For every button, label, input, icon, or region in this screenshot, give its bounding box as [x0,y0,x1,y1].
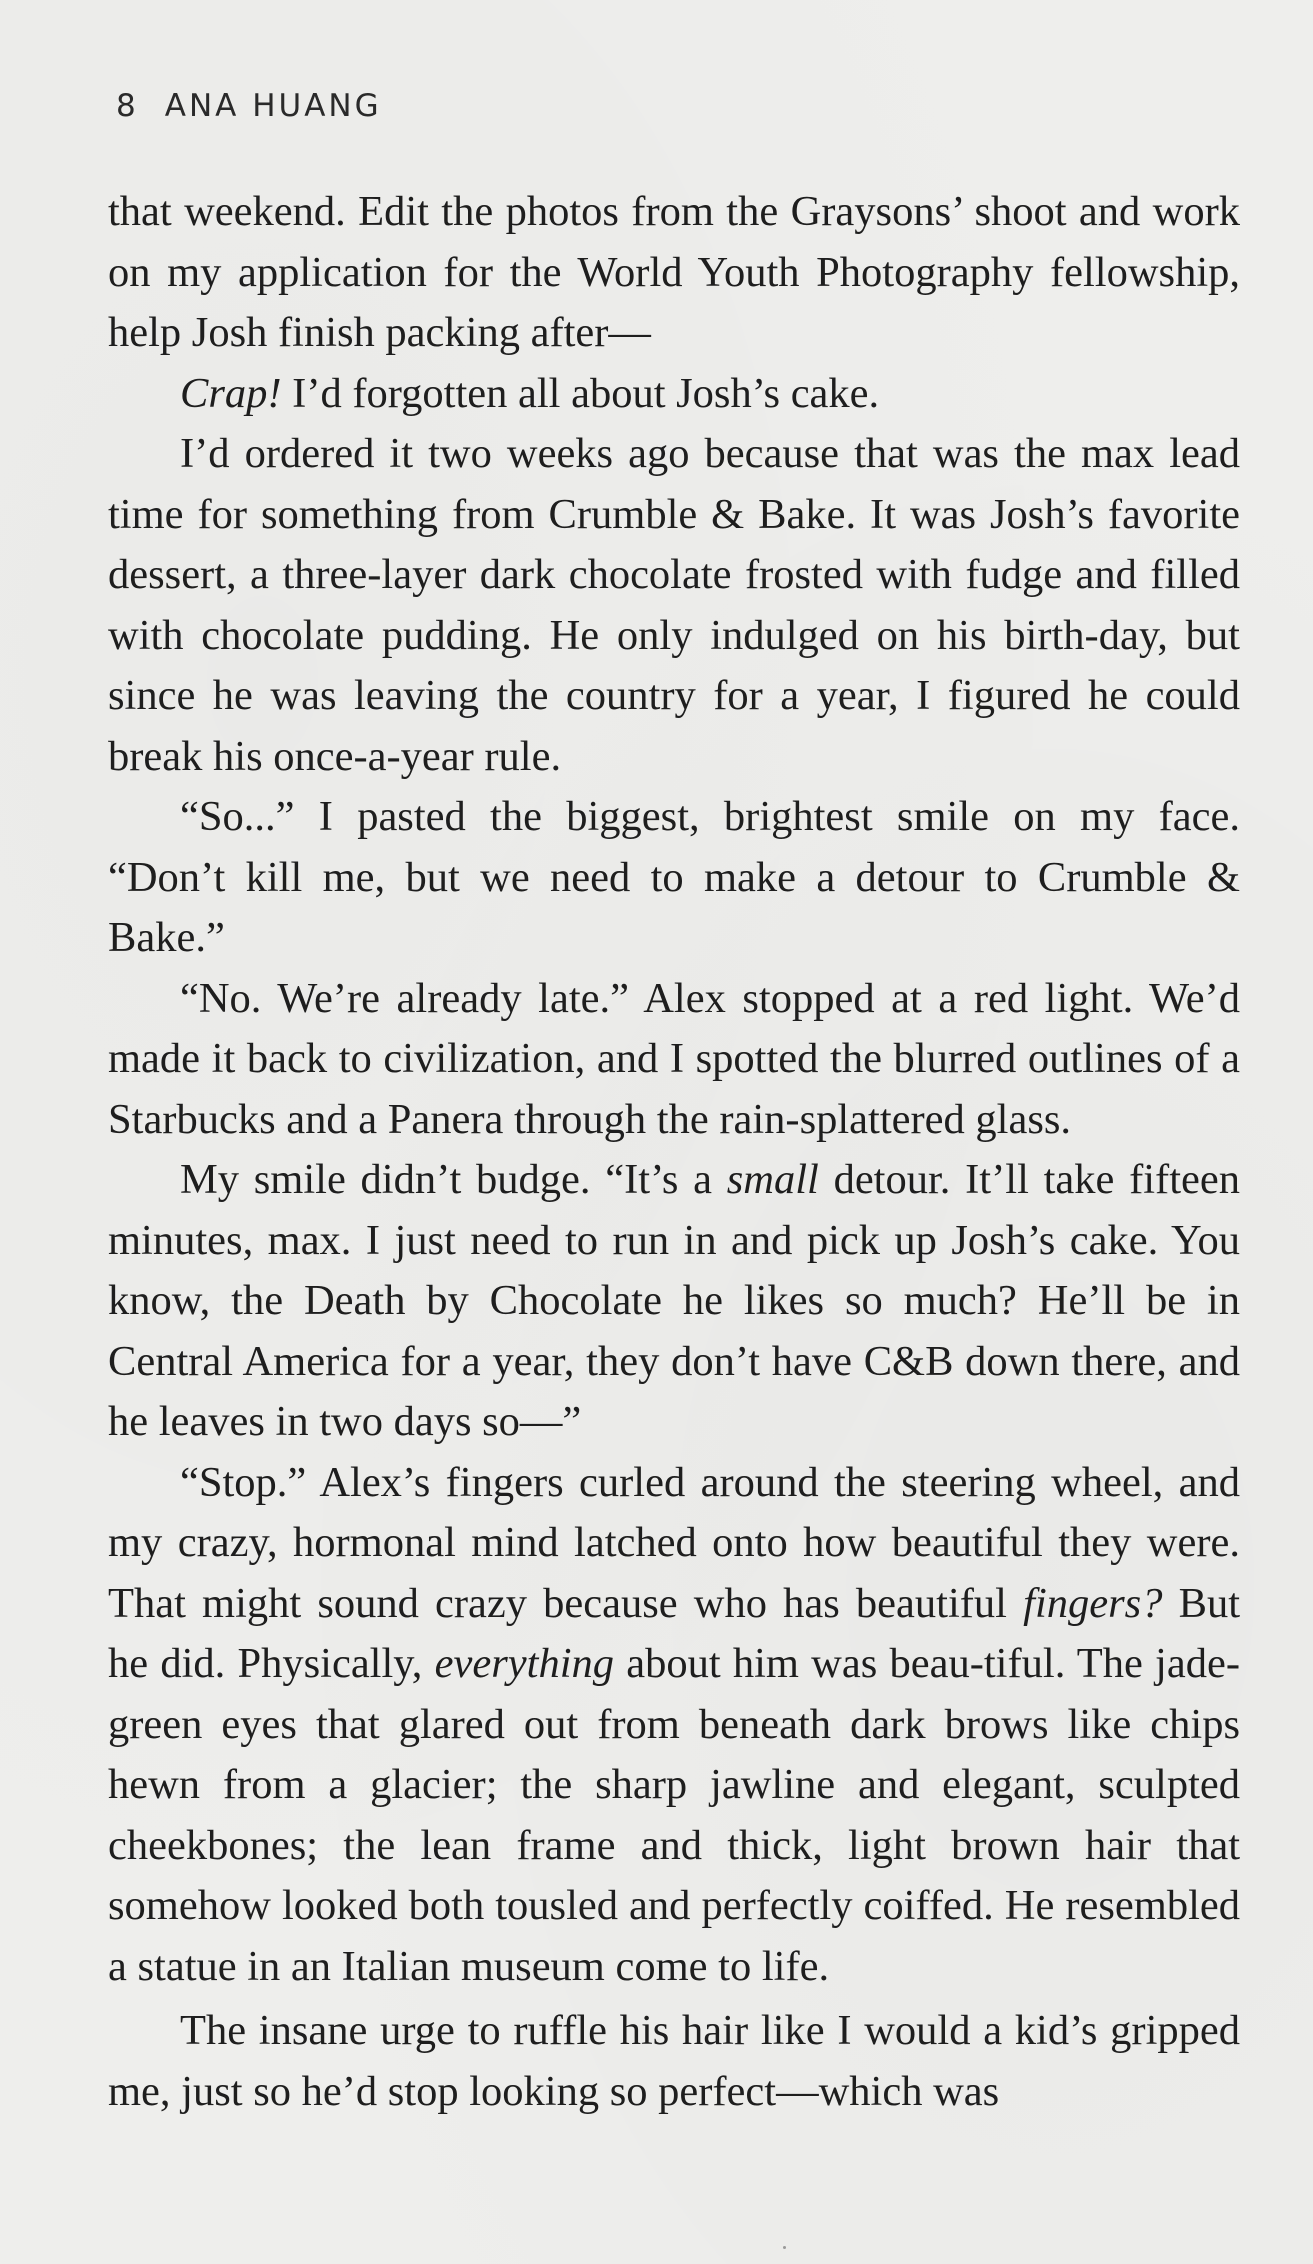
paragraph-2 [108,364,1240,425]
text-segment: I’d ordered it two weeks ago because that was the max lead time for something from Crumble & Bake. It was Josh’s favorite dessert, a three-layer dark chocolate frosted with fudge and filled with chocolate pudding. He only indulged on his birth-day, but since he was leaving the country for a year, I figured he could break his once-a-year rule. [108,430,1240,780]
text-segment: But he did. Physically, [108,1579,1241,1687]
italic-segment: Crap! [180,369,282,417]
author-name: ANA HUANG [164,88,382,124]
italic-segment: fingers? [1023,1579,1163,1627]
text-segment: My smile didn’t budge. “It’s a [180,1156,727,1203]
paragraph-5 [108,969,1240,1151]
text-segment: that weekend. Edit the photos from the Graysons’ shoot and work on my application for the World Youth Photography fellowship, help Josh finish packing after— [108,188,1240,356]
paragraph-3 [108,424,1240,787]
text-segment: “No. We’re already late.” Alex stopped at a red light. We’d made it back to civilization, and I spotted the blurred outlines of a Starbucks and a Panera through the rain-splattered glass. [108,974,1240,1143]
paragraph-8 [108,2001,1240,2122]
text-segment: “So...” I pasted the biggest, brightest smile on my face. “Don’t kill me, but we need to make a detour to Crumble & Bake.” [108,793,1240,961]
text-segment: The insane urge to ruffle his hair like I would a kid’s gripped me, just so he’d stop looking so perfect—which was [108,2007,1240,2115]
paper-speck [783,2246,786,2249]
text-segment: “Stop.” Alex’s fingers curled around the steering wheel, and my crazy, hormonal mind latched onto how beautiful they were. That might sound crazy because who has beautiful [108,1458,1240,1627]
paragraph-6 [108,1150,1240,1453]
paragraph-4 [108,787,1240,969]
page-number: 8 [116,88,139,124]
paragraph-7 [108,1453,1240,1998]
italic-segment: everything [434,1640,614,1687]
text-segment: I’d forgotten all about Josh’s cake. [281,369,880,417]
running-head [116,88,382,124]
body-text [108,182,1240,2122]
text-segment: about him was beau-tiful. The jade-green eyes that glared out from beneath dark brows like chips hewn from a glacier; the sharp jawline and elegant, sculpted cheekbones; the lean frame and thick, light brown hair that somehow looked both tousled and perfectly coiffed. He resembled a statue in an Italian museum come to life. [108,1640,1240,1990]
paragraph-1 [108,182,1240,364]
italic-segment: small [726,1156,819,1203]
text-segment: detour. It’ll take fifteen minutes, max. I just need to run in and pick up Josh’s cake. You know, the Death by Chocolate he likes so much? He’ll be in Central America for a year, they don’t have C&B down there, and he leaves in two days so—” [108,1156,1240,1445]
